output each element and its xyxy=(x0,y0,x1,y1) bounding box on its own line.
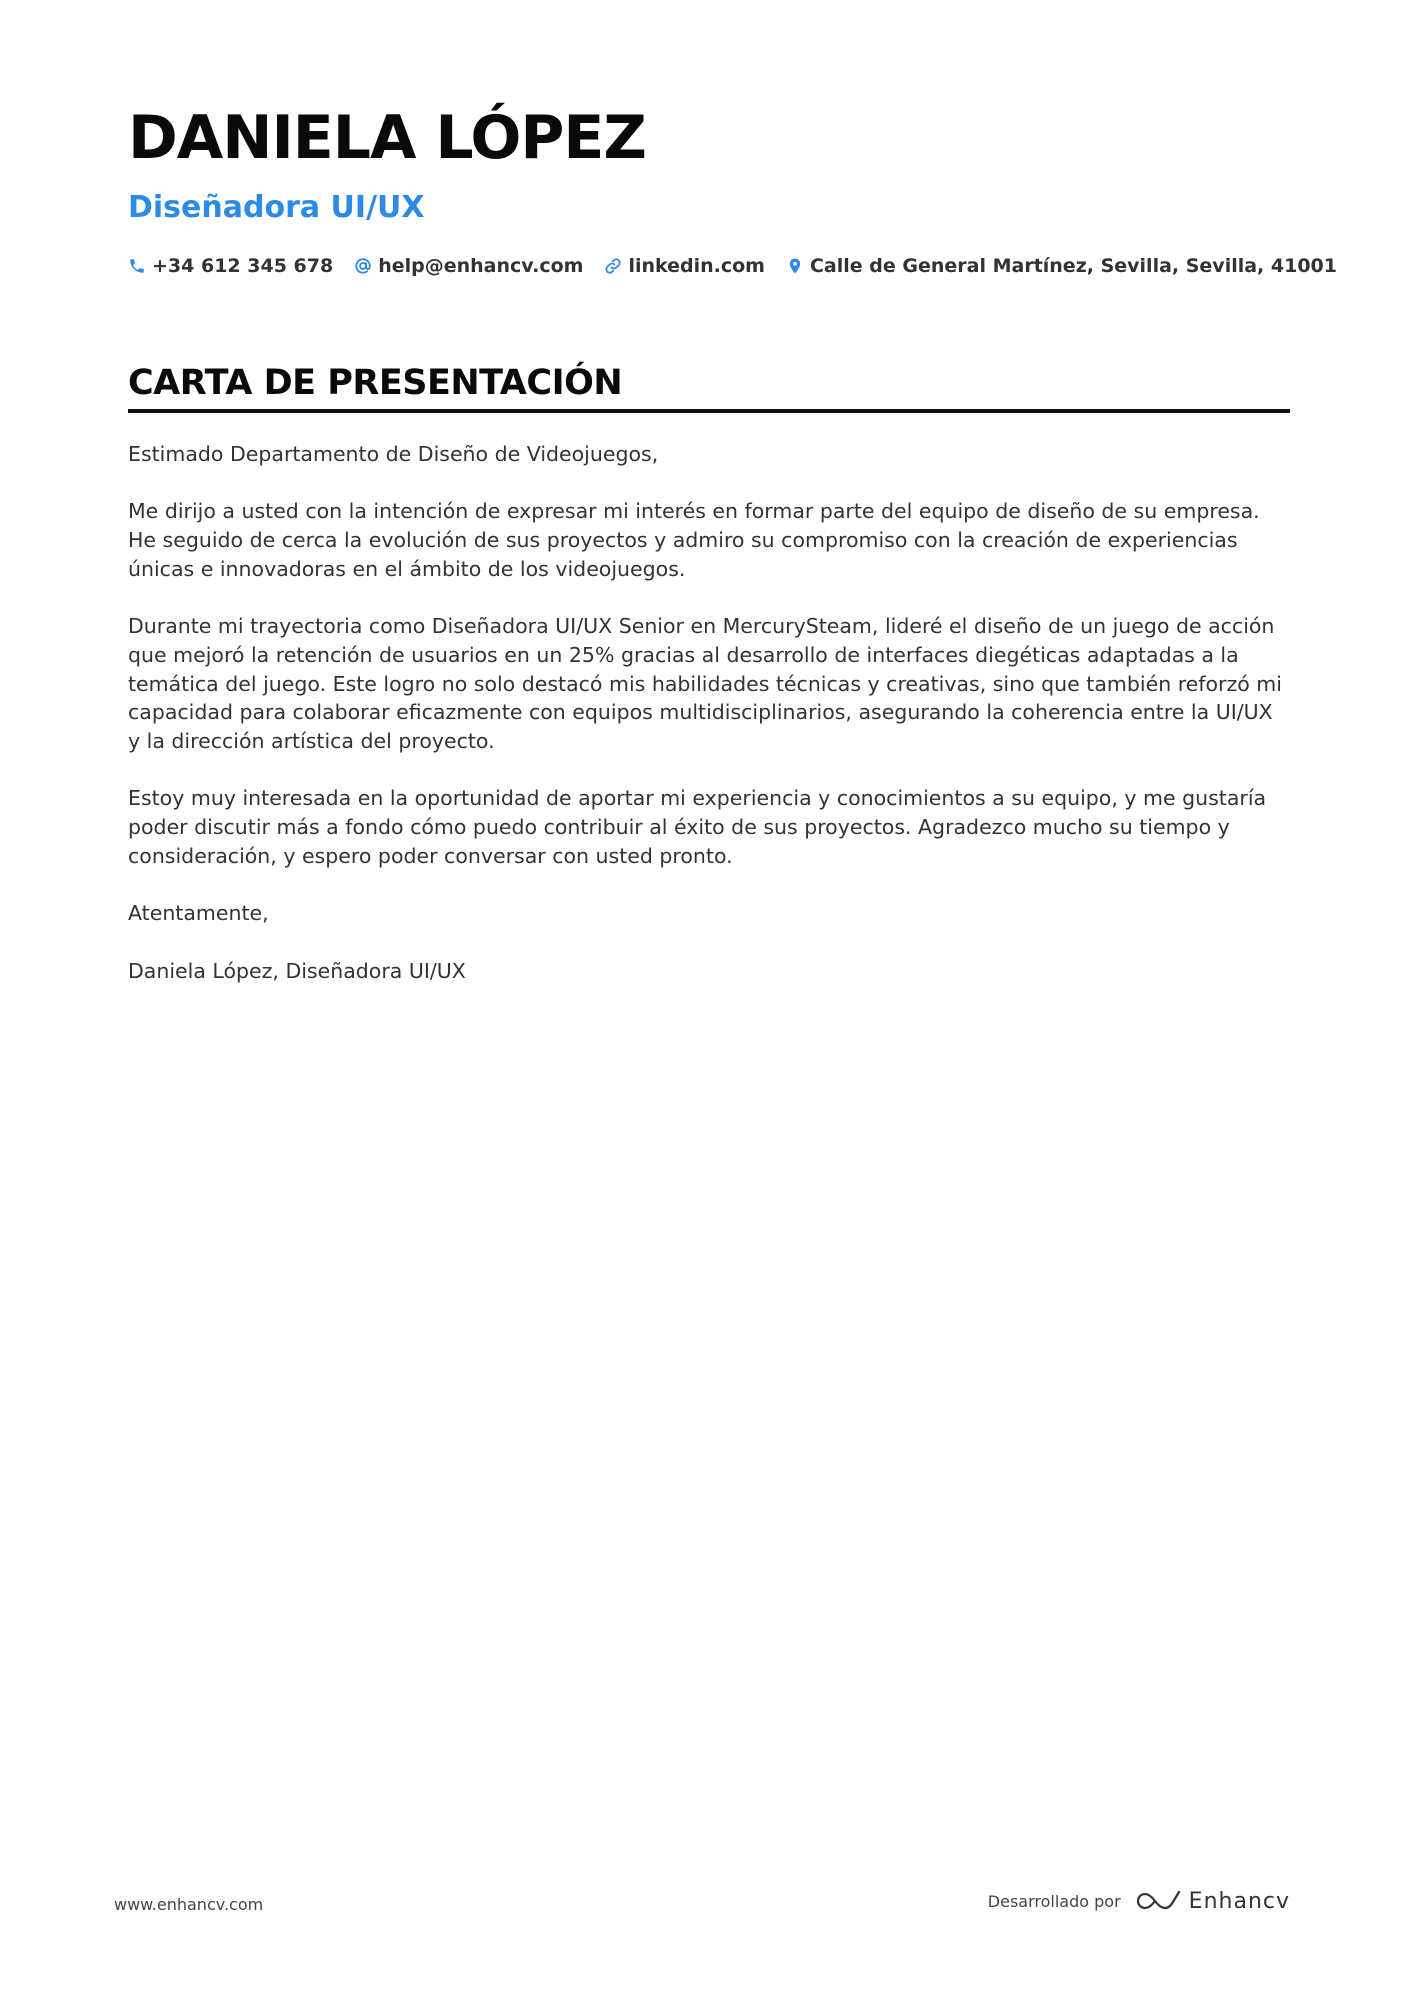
contact-bar xyxy=(128,255,1358,277)
letter-body xyxy=(128,440,1290,1014)
location-pin-icon xyxy=(786,257,804,275)
applicant-role: Diseñadora UI/UX xyxy=(128,190,425,225)
section-title: CARTA DE PRESENTACIÓN xyxy=(128,363,623,403)
enhancv-logo-icon xyxy=(1135,1888,1181,1914)
contact-linkedin[interactable] xyxy=(604,255,765,277)
letter-paragraph: Me dirijo a usted con la intención de expresar mi interés en formar parte del equipo de diseño de su empresa. He seguido de cerca la evolución de sus proyectos y admiro su compromiso con la creación de experiencias únicas e innovadoras en el ámbito de los videojuegos. xyxy=(128,499,1260,581)
footer-website-link[interactable]: www.enhancv.com xyxy=(114,1895,264,1914)
contact-email[interactable] xyxy=(354,255,583,277)
footer-branding xyxy=(988,1888,1290,1914)
at-icon xyxy=(354,257,372,275)
letter-closing: Atentamente, xyxy=(128,901,269,926)
letter-paragraph: Durante mi trayectoria como Diseñadora UI/UX Senior en MercurySteam, lideré el diseño de un juego de acción que mejoró la retención de usuarios en un 25% gracias al desarrollo de interfaces diegéticas adaptadas a la temática del juego. Este logro no solo destacó mis habilidades técnicas y creativas, sino que también reforzó mi capacidad para colaborar eficazmente con equipos multidisciplinarios, asegurando la coherencia entre la UI/UX y la dirección artística del proyecto. xyxy=(128,614,1282,753)
contact-address xyxy=(786,255,1337,277)
brand-name: Enhancv xyxy=(1188,1888,1290,1914)
link-icon xyxy=(604,257,622,275)
letter-paragraph: Estoy muy interesada en la oportunidad de aportar mi experiencia y conocimientos a su equipo, y me gustaría poder discutir más a fondo cómo puedo contribuir al éxito de sus proyectos. Agradezco mucho su tiempo y consideración, y espero poder conversar con usted pronto. xyxy=(128,786,1267,868)
phone-icon xyxy=(128,257,146,275)
contact-address-text: Calle de General Martínez, Sevilla, Sevilla, 41001 xyxy=(809,255,1337,277)
contact-phone[interactable] xyxy=(128,255,333,277)
contact-linkedin-text: linkedin.com xyxy=(628,255,765,277)
section-divider xyxy=(128,409,1290,413)
applicant-name: DANIELA LÓPEZ xyxy=(128,103,646,173)
letter-greeting: Estimado Departamento de Diseño de Videojuegos, xyxy=(128,442,659,466)
letter-signature: Daniela López, Diseñadora UI/UX xyxy=(128,958,466,983)
contact-email-text: help@enhancv.com xyxy=(378,255,584,277)
powered-by-label: Desarrollado por xyxy=(987,1891,1121,1911)
brand-logo[interactable] xyxy=(1135,1888,1290,1914)
contact-phone-text: +34 612 345 678 xyxy=(152,255,334,277)
